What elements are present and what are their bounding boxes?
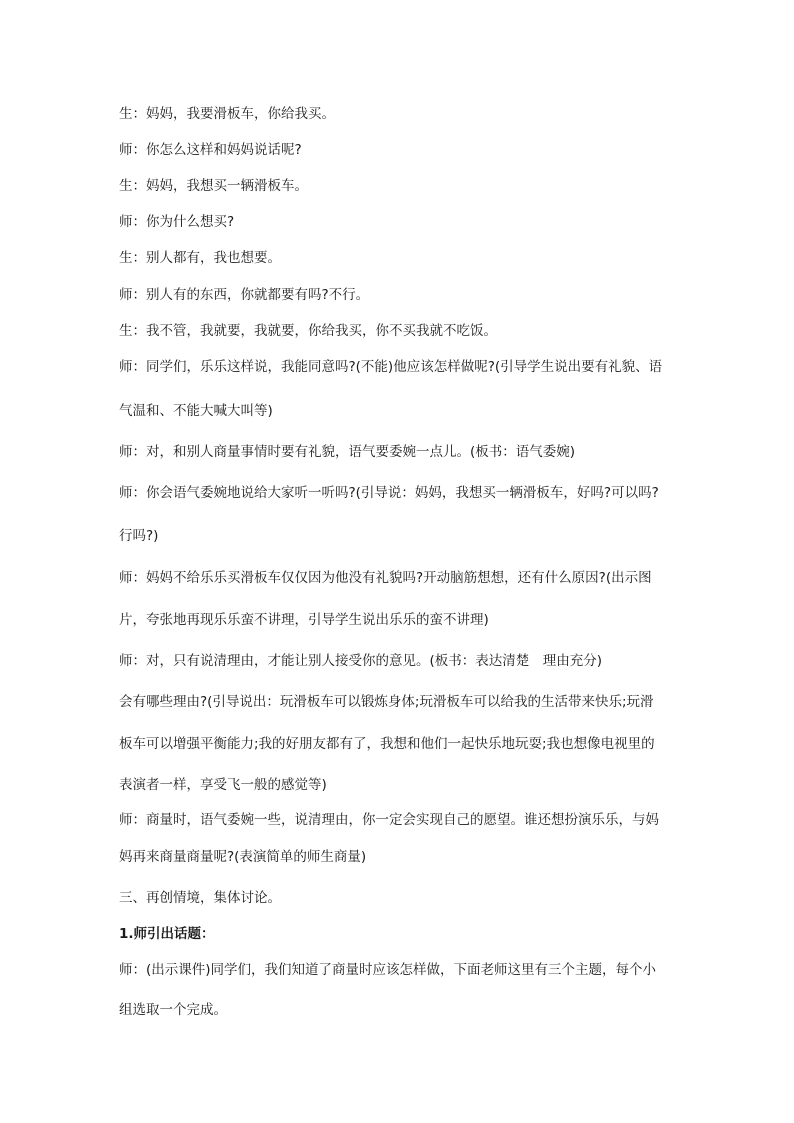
paragraph-line: 师：同学们，乐乐这样说，我能同意吗?(不能)他应该怎样做呢?(引导学生说出要有礼貌、语 [119,359,663,375]
paragraph-line: 会有哪些理由?(引导说出：玩滑板车可以锻炼身体;玩滑板车可以给我的生活带来快乐;玩滑 [119,694,654,710]
paragraph-line: 片，夸张地再现乐乐蛮不讲理，引导学生说出乐乐的蛮不讲理) [119,612,489,628]
paragraph-line: 妈再来商量商量呢?(表演简单的师生商量) [119,849,367,865]
dialogue-line: 生：别人都有，我也想要。 [119,250,281,266]
paragraph-line: 板车可以增强平衡能力;我的好朋友都有了，我想和他们一起快乐地玩耍;我也想像电视里的 [119,736,655,752]
paragraph-line: 组选取一个完成。 [119,1002,227,1018]
paragraph-line: 气温和、不能大喊大叫等) [119,403,273,419]
dialogue-line: 师：别人有的东西，你就都要有吗?不行。 [119,287,370,303]
subsection-heading: 1.师引出话题： [119,926,215,942]
paragraph-line: 师：商量时，语气委婉一些，说清理由，你一定会实现自己的愿望。谁还想扮演乐乐，与妈 [119,812,659,828]
paragraph-line: 师：(出示课件)同学们，我们知道了商量时应该怎样做，下面老师这里有三个主题，每个小 [119,962,657,978]
paragraph-line: 师：妈妈不给乐乐买滑板车仅仅因为他没有礼貌吗?开动脑筋想想，还有什么原因?(出示图 [119,570,652,586]
dialogue-line: 生：我不管，我就要，我就要，你给我买，你不买我就不吃饭。 [119,323,497,339]
section-heading: 三、再创情境，集体讨论。 [119,890,281,906]
paragraph-line: 表演者一样，享受飞一般的感觉等) [119,777,327,793]
paragraph-line: 师：你会语气委婉地说给大家听一听吗?(引导说：妈妈，我想买一辆滑板车，好吗?可以吗? [119,485,659,501]
paragraph-line: 师：对，只有说清理由，才能让别人接受你的意见。(板书：表达清楚 理由充分) [119,653,603,669]
paragraph-line: 师：对，和别人商量事情时要有礼貌，语气要委婉一点儿。(板书：语气委婉) [119,444,576,460]
paragraph-line: 行吗?) [119,528,159,544]
dialogue-line: 生：妈妈，我要滑板车，你给我买。 [119,106,335,122]
dialogue-line: 师：你怎么这样和妈妈说话呢? [119,142,302,158]
dialogue-line: 生：妈妈，我想买一辆滑板车。 [119,178,308,194]
dialogue-line: 师：你为什么想买? [119,214,235,230]
